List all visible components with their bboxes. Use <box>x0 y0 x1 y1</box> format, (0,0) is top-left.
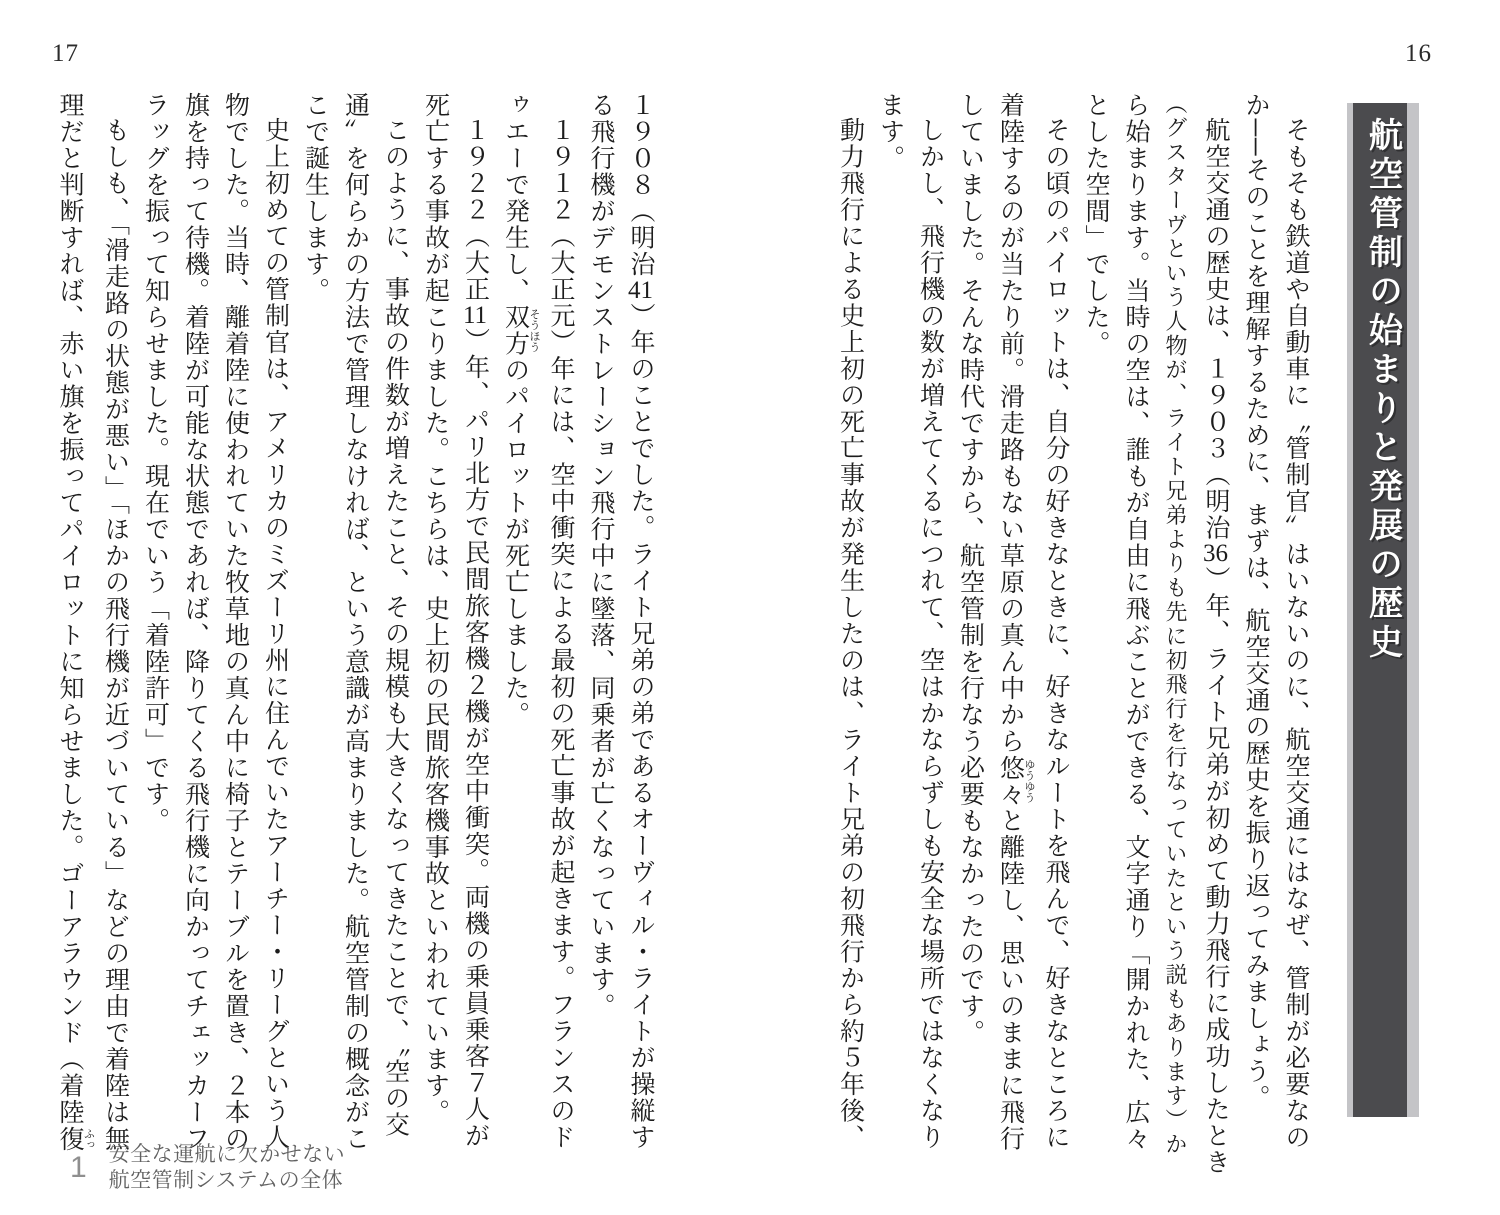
text-column: 通〟を何らかの方法で管理しなければ、という意識が高まりました。航空管制の概念がこ <box>341 92 369 1152</box>
text-column: とした空間」でした。 <box>1082 92 1109 357</box>
text-column: る飛行機がデモンストレーション飛行中に墜落、同乗者が亡くなっています。 <box>587 92 614 1020</box>
page-number-right: 16 <box>1405 40 1432 67</box>
chapter-banner-title: 航空管制の始まりと発展の歴史 <box>1363 117 1402 663</box>
text-column: １９１２（大正元）年には、空中衝突による最初の死亡事故が起きます。フランスのド <box>547 117 574 1151</box>
chapter-footer <box>70 1142 345 1194</box>
text-column: １９２２（大正11）年、パリ北方で民間旅客機２機が空中衝突。両機の乗員乗客７人が <box>461 117 489 1149</box>
body-text-page-16 <box>830 92 1316 1182</box>
tate-chu-yoko-number: 36 <box>1203 541 1228 566</box>
chapter-footer-number: 1 <box>70 1151 87 1184</box>
ruby-annotated-word: 双方 そうほう <box>501 304 540 357</box>
text-column: その頃のパイロットは、自分の好きなときに、好きなルートを飛んで、好きなところに <box>1042 117 1069 1151</box>
text-column: ゥエーで発生し、双方 そうほうのパイロットが死亡しました。 <box>501 92 540 728</box>
page-number-left: 17 <box>52 40 79 67</box>
text-column: 理だと判断すれば、赤い旗を振ってパイロットに知らせました。ゴーアラウンド（着陸復 ふっ <box>56 92 95 1152</box>
text-column: しかし、飛行機の数が増えてくるにつれて、空はかならずしも安全な場所ではなくなり <box>916 117 944 1151</box>
text-column: （グスターヴという人物が、ライト兄弟よりも先に初飛行を行なっていたという説もあります）か <box>1163 92 1188 1157</box>
text-column: 物でした。当時、離着陸に使われていた牧草地の真ん中に椅子とテーブルを置き、２本の <box>221 92 249 1152</box>
text-column: ら始まります。当時の空は、誰もが自由に飛ぶことができる、文字通り「開かれた、広々 <box>1122 92 1149 1152</box>
text-column: ラッグを振って知らせました。現在でいう「着陸許可」です。 <box>141 92 169 834</box>
text-column: このように、事故の件数が増えたこと、その規模も大きくなってきたことで、〝空の交 <box>381 117 409 1138</box>
ruby-annotated-word: 悠々 ゆうゆう <box>996 754 1035 808</box>
text-column: 史上初めての管制官は、アメリカのミズーリ州に住んでいたアーチー・リーグという人 <box>261 117 289 1151</box>
text-column: 動力飛行による史上初の死亡事故が発生したのは、ライト兄弟の初飛行から約５年後、 <box>836 117 864 1151</box>
text-column: 航空交通の歴史は、１９０３（明治36）年、ライト兄弟が初めて動力飛行に成功したとき <box>1202 117 1229 1176</box>
text-column: 旗を持って待機。着陸が可能な状態であれば、降りてくる飛行機に向かってチェッカーフ <box>181 92 209 1152</box>
text-column: もしも、「滑走路の状態が悪い」「ほかの飛行機が近づいている」などの理由で着陸は無 <box>101 117 129 1152</box>
text-column: していました。そんな時代ですから、航空管制を行なう必要もなかったのです。 <box>956 92 984 1046</box>
text-column: １９０８（明治41）年のことでした。ライト兄弟の弟であるオーヴィル・ライトが操縦す <box>627 92 654 1151</box>
chapter-footer-caption <box>109 1142 346 1194</box>
text-column: 死亡する事故が起こりました。こちらは、史上初の民間旅客機事故といわれています。 <box>421 92 449 1126</box>
tate-chu-yoko-number: 41 <box>628 277 653 303</box>
chapter-footer-caption-line1: 安全な運航に欠かせない <box>108 1143 346 1166</box>
text-column: こで誕生します。 <box>301 92 329 304</box>
text-column: か──そのことを理解するために、まずは、航空交通の歴史を振り返ってみましょう。 <box>1242 92 1269 1111</box>
text-column: ます。 <box>876 92 904 172</box>
text-column: そもそも鉄道や自動車に〝管制官〟はいないのに、航空交通にはなぜ、管制が必要なの <box>1282 117 1309 1151</box>
chapter-banner <box>1347 103 1419 1117</box>
ruby-annotated-word: 復 ふっ <box>56 1125 95 1152</box>
chapter-footer-caption-line2: 航空管制システムの全体 <box>108 1169 344 1192</box>
text-column: 着陸するのが当たり前。滑走路もない草原の真ん中から悠々 ゆうゆうと離陸し、思いのままに飛行 <box>996 92 1035 1152</box>
body-text-page-17 <box>49 92 660 1182</box>
tate-chu-yoko-number: 11 <box>462 302 488 328</box>
